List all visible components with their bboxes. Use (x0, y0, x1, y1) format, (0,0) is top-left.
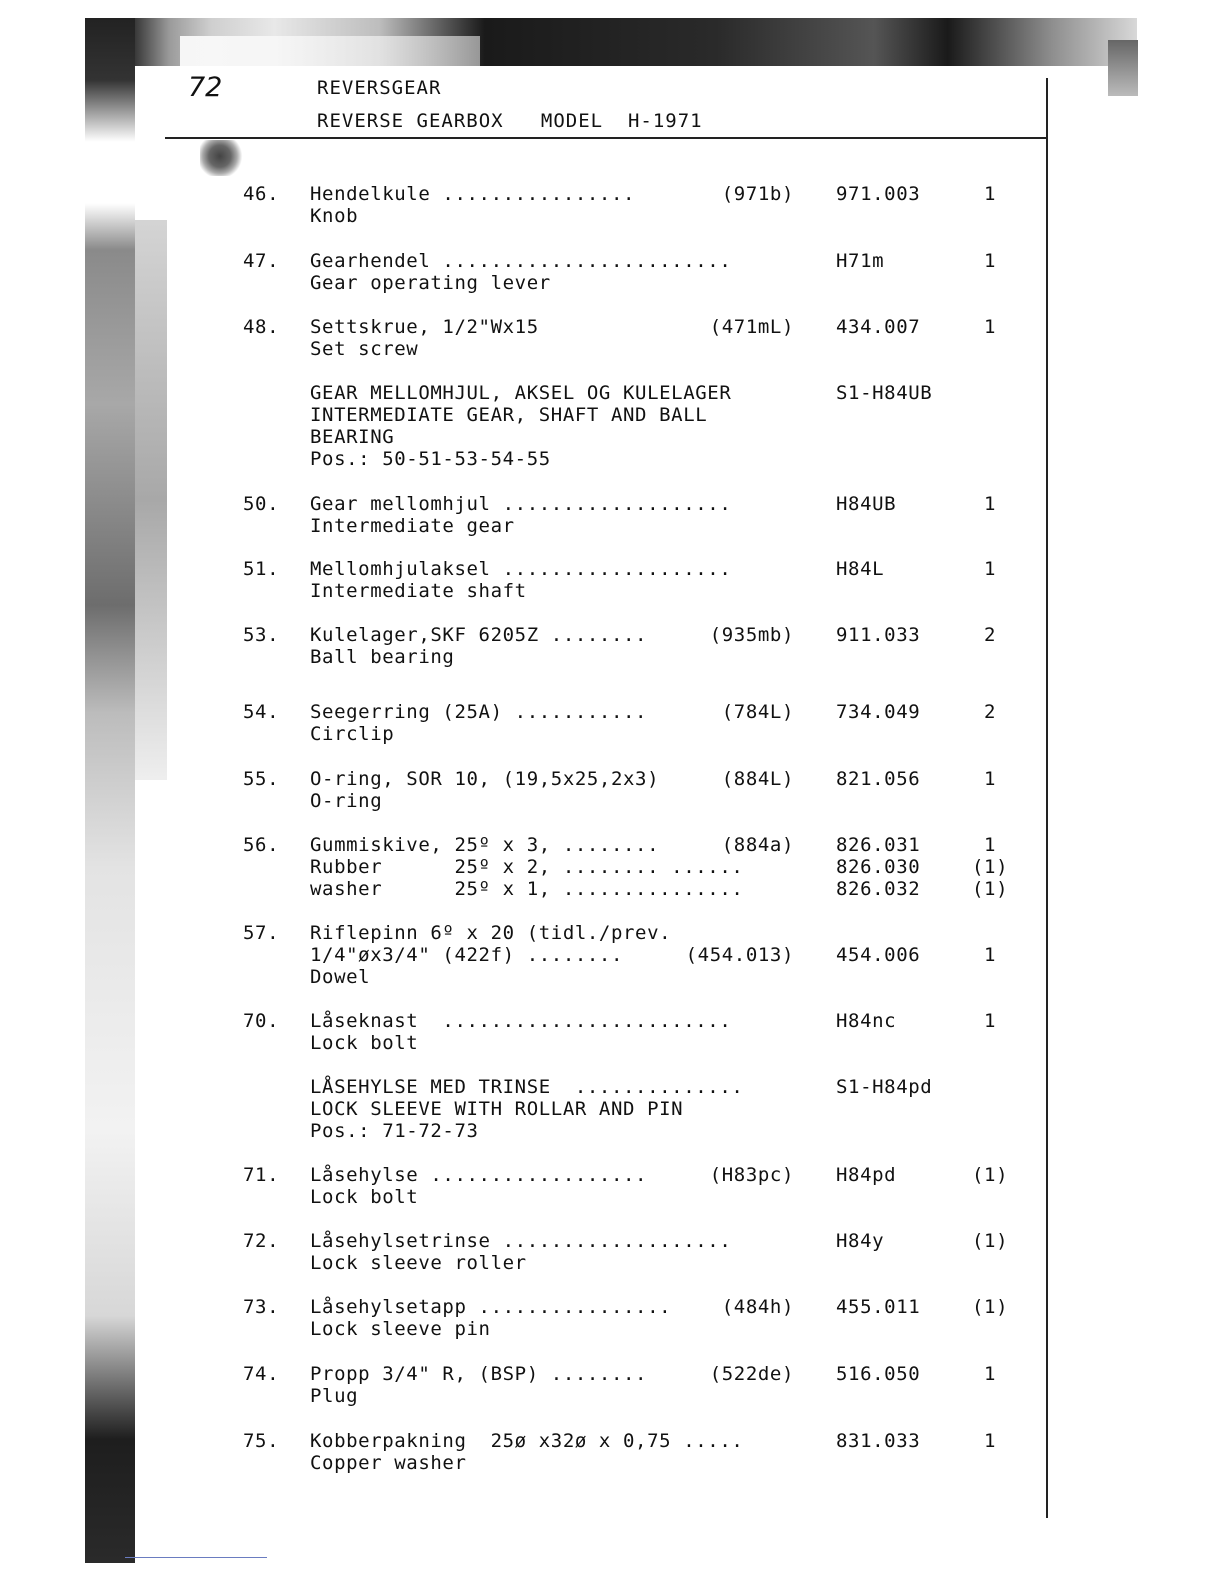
item-part-number: 971.003 (836, 183, 921, 205)
item-line (0, 723, 1224, 745)
parts-list-item (0, 1164, 1224, 1208)
item-description: Copper washer (310, 1452, 467, 1474)
item-description: Hendelkule ................ (310, 183, 636, 205)
page-title-norwegian: REVERSGEAR (317, 77, 442, 99)
item-part-number: 911.033 (836, 624, 921, 646)
item-part-number: 826.032 (836, 878, 921, 900)
parts-list-item (0, 922, 1224, 988)
item-part-number: 516.050 (836, 1363, 921, 1385)
item-part-number: H84pd (836, 1164, 897, 1186)
item-quantity: 1 (983, 250, 997, 272)
parts-list-item (0, 1296, 1224, 1340)
item-description: Set screw (310, 338, 419, 360)
item-part-number: 826.031 (836, 834, 921, 856)
item-line (0, 646, 1224, 668)
item-description: BEARING (310, 426, 395, 448)
item-line (0, 183, 1224, 205)
item-description: O-ring (310, 790, 383, 812)
item-description: Riflepinn 6º x 20 (tidl./prev. (310, 922, 672, 944)
scan-shadow-top-light (180, 36, 480, 66)
item-part-number: H84nc (836, 1010, 897, 1032)
item-description: Plug (310, 1385, 359, 1407)
item-line (0, 1318, 1224, 1340)
item-line (0, 1363, 1224, 1385)
scan-shadow-right (1108, 40, 1138, 96)
item-description: LOCK SLEEVE WITH ROLLAR AND PIN (310, 1098, 684, 1120)
item-line (0, 768, 1224, 790)
item-line (0, 515, 1224, 537)
item-description: Dowel (310, 966, 371, 988)
parts-list-item (0, 1076, 1224, 1142)
parts-list-item (0, 250, 1224, 294)
item-position-number: 75. (243, 1430, 280, 1452)
item-quantity: (1) (972, 1164, 1009, 1186)
item-description: Intermediate gear (310, 515, 515, 537)
item-line (0, 1186, 1224, 1208)
item-quantity: 1 (983, 1430, 997, 1452)
item-part-number: H84y (836, 1230, 885, 1252)
item-line (0, 790, 1224, 812)
item-quantity: 1 (983, 1010, 997, 1032)
item-description: Låsehylse .................. (310, 1164, 648, 1186)
item-description: Intermediate shaft (310, 580, 527, 602)
item-position-number: 71. (243, 1164, 280, 1186)
item-position-number: 70. (243, 1010, 280, 1032)
item-line (0, 1252, 1224, 1274)
item-reference: (884L) (721, 768, 794, 790)
item-description: Gearhendel ........................ (310, 250, 732, 272)
item-line (0, 878, 1224, 900)
item-part-number: 831.033 (836, 1430, 921, 1452)
item-part-number: 454.006 (836, 944, 921, 966)
item-description: Settskrue, 1/2"Wx15 (310, 316, 539, 338)
parts-list-item (0, 1010, 1224, 1054)
item-line (0, 382, 1224, 404)
item-part-number: 455.011 (836, 1296, 921, 1318)
item-line (0, 701, 1224, 723)
item-description: Rubber 25º x 2, ........ ...... (310, 856, 744, 878)
item-quantity: 1 (983, 183, 997, 205)
item-description: Kobberpakning 25ø x32ø x 0,75 ..... (310, 1430, 744, 1452)
parts-list-item (0, 701, 1224, 745)
item-description: INTERMEDIATE GEAR, SHAFT AND BALL (310, 404, 708, 426)
item-description: Seegerring (25A) ........... (310, 701, 648, 723)
item-description: Låsehylsetrinse ................... (310, 1230, 732, 1252)
item-part-number: H84L (836, 558, 885, 580)
item-position-number: 54. (243, 701, 280, 723)
item-line (0, 1164, 1224, 1186)
page-number: 72 (188, 72, 223, 103)
item-position-number: 53. (243, 624, 280, 646)
page-title-english: REVERSE GEARBOX MODEL H-1971 (317, 110, 703, 132)
item-description: Gear operating lever (310, 272, 551, 294)
item-description: washer 25º x 1, ............... (310, 878, 744, 900)
item-description: 1/4"øx3/4" (422f) ........ (310, 944, 624, 966)
item-description: Ball bearing (310, 646, 455, 668)
item-position-number: 51. (243, 558, 280, 580)
item-line (0, 966, 1224, 988)
item-quantity: 1 (983, 834, 997, 856)
item-quantity: 1 (983, 558, 997, 580)
item-description: LÅSEHYLSE MED TRINSE .............. (310, 1076, 744, 1098)
item-line (0, 1032, 1224, 1054)
item-quantity: 2 (983, 624, 997, 646)
item-position-number: 50. (243, 493, 280, 515)
item-position-number: 48. (243, 316, 280, 338)
item-description: Gummiskive, 25º x 3, ........ (310, 834, 660, 856)
item-part-number: S1-H84pd (836, 1076, 933, 1098)
item-part-number: 434.007 (836, 316, 921, 338)
item-description: Pos.: 50-51-53-54-55 (310, 448, 551, 470)
item-part-number: H71m (836, 250, 885, 272)
item-line (0, 1296, 1224, 1318)
item-line (0, 316, 1224, 338)
parts-list-item (0, 624, 1224, 668)
item-line (0, 944, 1224, 966)
item-description: Lock sleeve pin (310, 1318, 491, 1340)
item-description: Mellomhjulaksel ................... (310, 558, 732, 580)
parts-list-item (0, 1363, 1224, 1407)
item-description: Lock sleeve roller (310, 1252, 527, 1274)
item-position-number: 73. (243, 1296, 280, 1318)
item-line (0, 338, 1224, 360)
item-reference: (971b) (721, 183, 794, 205)
item-line (0, 1120, 1224, 1142)
item-reference: (935mb) (709, 624, 794, 646)
parts-list-item (0, 183, 1224, 227)
item-line (0, 1230, 1224, 1252)
header-rule (165, 137, 1048, 139)
parts-list-item (0, 768, 1224, 812)
footer-rule (125, 1557, 267, 1558)
item-reference: (784L) (721, 701, 794, 723)
item-reference: (484h) (721, 1296, 794, 1318)
item-line (0, 404, 1224, 426)
item-line (0, 205, 1224, 227)
item-line (0, 272, 1224, 294)
item-line (0, 1385, 1224, 1407)
item-line (0, 493, 1224, 515)
item-line (0, 580, 1224, 602)
item-quantity: 1 (983, 944, 997, 966)
item-line (0, 834, 1224, 856)
item-line (0, 1430, 1224, 1452)
item-part-number: S1-H84UB (836, 382, 933, 404)
item-reference: (522de) (709, 1363, 794, 1385)
item-description: O-ring, SOR 10, (19,5x25,2x3) (310, 768, 660, 790)
item-part-number: 734.049 (836, 701, 921, 723)
item-quantity: 2 (983, 701, 997, 723)
item-quantity: (1) (972, 1230, 1009, 1252)
item-line (0, 426, 1224, 448)
item-quantity: (1) (972, 1296, 1009, 1318)
item-description: Gear mellomhjul ................... (310, 493, 732, 515)
item-quantity: 1 (983, 316, 997, 338)
item-position-number: 55. (243, 768, 280, 790)
item-part-number: H84UB (836, 493, 897, 515)
item-description: Pos.: 71-72-73 (310, 1120, 479, 1142)
item-position-number: 74. (243, 1363, 280, 1385)
item-line (0, 1076, 1224, 1098)
item-position-number: 56. (243, 834, 280, 856)
parts-list-item (0, 1230, 1224, 1274)
item-line (0, 1452, 1224, 1474)
item-position-number: 47. (243, 250, 280, 272)
item-quantity: (1) (972, 878, 1009, 900)
item-line (0, 1098, 1224, 1120)
item-line (0, 558, 1224, 580)
item-quantity: 1 (983, 1363, 997, 1385)
item-description: Kulelager,SKF 6205Z ........ (310, 624, 648, 646)
item-position-number: 57. (243, 922, 280, 944)
item-description: Låsehylsetapp ................ (310, 1296, 672, 1318)
item-description: Lock bolt (310, 1186, 419, 1208)
item-line (0, 448, 1224, 470)
parts-list-item (0, 316, 1224, 360)
item-reference: (884a) (721, 834, 794, 856)
item-quantity: 1 (983, 493, 997, 515)
item-part-number: 821.056 (836, 768, 921, 790)
parts-list-item (0, 1430, 1224, 1474)
parts-list-item (0, 493, 1224, 537)
item-quantity: 1 (983, 768, 997, 790)
item-reference: (471mL) (709, 316, 794, 338)
parts-list-item (0, 558, 1224, 602)
item-line (0, 856, 1224, 878)
item-description: Lock bolt (310, 1032, 419, 1054)
parts-list-item (0, 834, 1224, 900)
item-description: Knob (310, 205, 359, 227)
item-line (0, 1010, 1224, 1032)
item-reference: (H83pc) (709, 1164, 794, 1186)
parts-list-item (0, 382, 1224, 470)
item-reference: (454.013) (685, 944, 794, 966)
item-description: GEAR MELLOMHJUL, AKSEL OG KULELAGER (310, 382, 732, 404)
item-line (0, 250, 1224, 272)
item-position-number: 46. (243, 183, 280, 205)
item-line (0, 922, 1224, 944)
item-quantity: (1) (972, 856, 1009, 878)
item-description: Circlip (310, 723, 395, 745)
item-description: Propp 3/4" R, (BSP) ........ (310, 1363, 648, 1385)
item-part-number: 826.030 (836, 856, 921, 878)
ink-blot (200, 140, 244, 176)
item-line (0, 624, 1224, 646)
item-description: Låseknast ........................ (310, 1010, 732, 1032)
item-position-number: 72. (243, 1230, 280, 1252)
